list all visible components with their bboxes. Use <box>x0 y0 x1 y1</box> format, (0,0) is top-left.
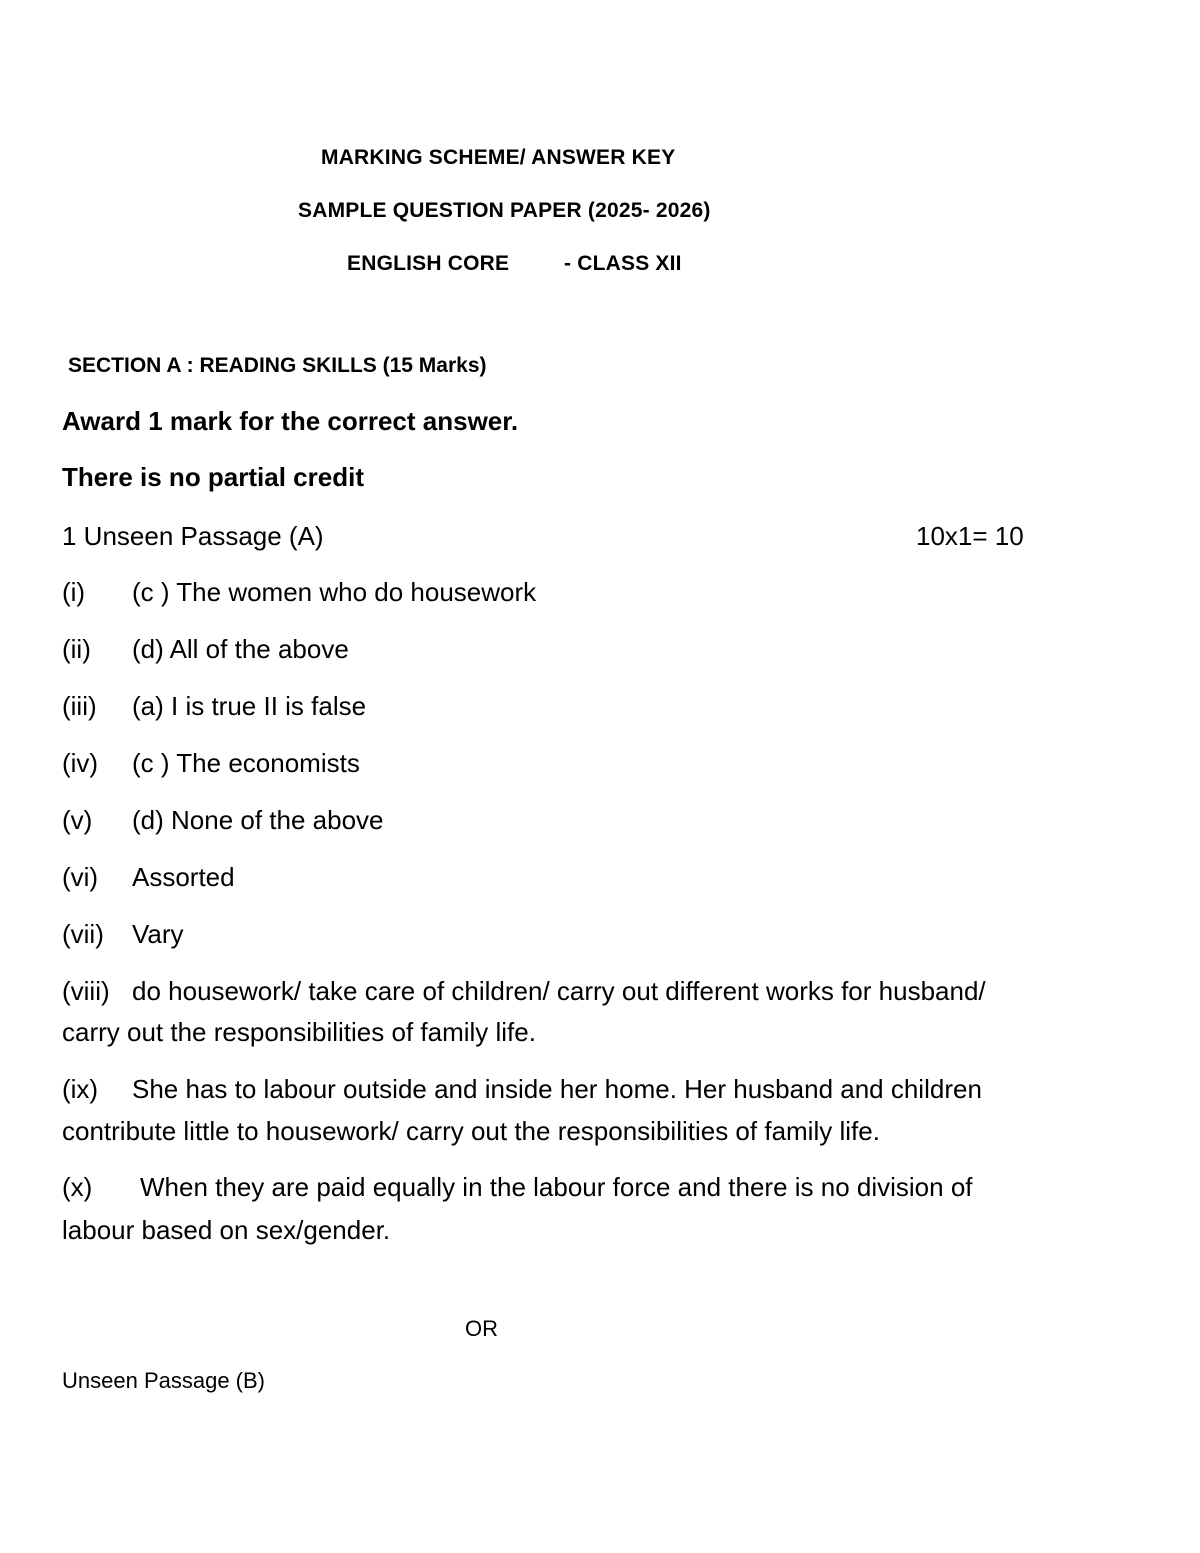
question-label: 1 Unseen Passage (A) <box>62 521 324 551</box>
answer-row <box>62 634 349 665</box>
answer-ix <box>62 1074 982 1105</box>
answer-number: (vi) <box>62 862 99 892</box>
answer-number: (iv) <box>62 748 99 778</box>
answer-text: Assorted <box>132 862 235 892</box>
section-title: SECTION A : READING SKILLS (15 Marks) <box>68 354 487 377</box>
answer-text: She has to labour outside and inside her home. Her husband and children <box>132 1074 982 1104</box>
answer-number: (i) <box>62 577 86 607</box>
answer-text: Vary <box>132 919 184 949</box>
header-subject: ENGLISH CORE <box>347 252 510 275</box>
answer-text: When they are paid equally in the labour force and there is no division of <box>140 1172 973 1202</box>
answer-row <box>62 919 184 950</box>
answer-x <box>62 1172 973 1203</box>
answer-text: (a) I is true II is false <box>132 691 367 721</box>
answer-number: (iii) <box>62 691 97 721</box>
answer-number: (x) <box>62 1172 93 1202</box>
answer-x-continued: labour based on sex/gender. <box>62 1215 391 1245</box>
answer-number: (v) <box>62 805 93 835</box>
answer-text: (d) None of the above <box>132 805 384 835</box>
answer-row <box>62 748 360 779</box>
answer-text: (c ) The economists <box>132 748 360 778</box>
answer-text: do housework/ take care of children/ carry out different works for husband/ <box>132 976 986 1006</box>
answer-row <box>62 691 366 722</box>
instruction-no-partial: There is no partial credit <box>62 462 364 492</box>
header-line-1: MARKING SCHEME/ ANSWER KEY <box>321 146 676 169</box>
answer-text: (c ) The women who do housework <box>132 577 537 607</box>
answer-number: (ix) <box>62 1074 99 1104</box>
header-line-2: SAMPLE QUESTION PAPER (2025- 2026) <box>298 199 711 222</box>
instruction-award: Award 1 mark for the correct answer. <box>62 406 519 436</box>
answer-viii <box>62 976 986 1007</box>
answer-ix-continued: contribute little to housework/ carry out the responsibilities of family life. <box>62 1116 880 1146</box>
answer-text: (d) All of the above <box>132 634 349 664</box>
answer-row <box>62 805 384 836</box>
question-marks: 10x1= 10 <box>916 521 1024 551</box>
header-class: - CLASS XII <box>564 252 682 275</box>
answer-number: (vii) <box>62 919 104 949</box>
answer-number: (ii) <box>62 634 91 664</box>
answer-number: (viii) <box>62 976 110 1006</box>
or-separator: OR <box>465 1316 498 1341</box>
answer-row <box>62 577 536 608</box>
passage-b-label: Unseen Passage (B) <box>62 1368 265 1393</box>
answer-row <box>62 862 235 893</box>
answer-viii-continued: carry out the responsibilities of family life. <box>62 1017 536 1047</box>
